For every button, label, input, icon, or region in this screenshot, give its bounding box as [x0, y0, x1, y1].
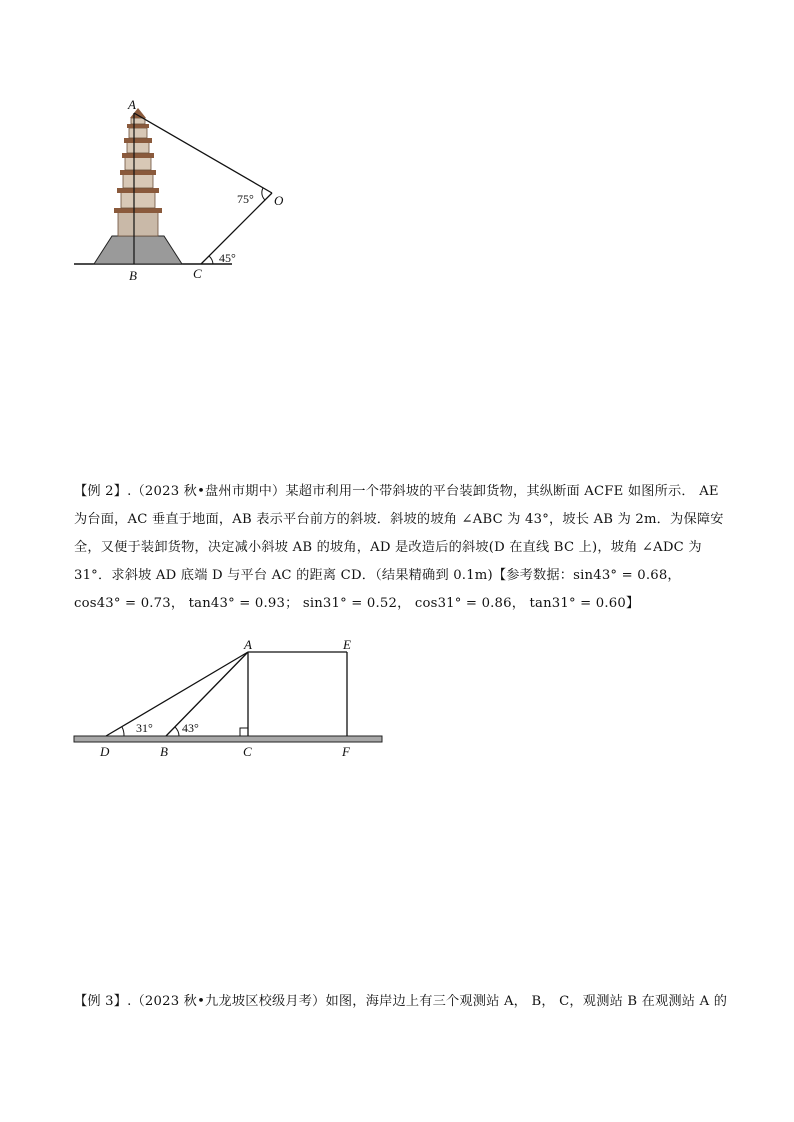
angle-d-label: 31°	[136, 721, 153, 735]
example-2-line: cos43° = 0.73， tan43° = 0.93； sin31° = 0.52， cos31° = 0.86， tan31° = 0.60】	[74, 596, 640, 611]
label-a: A	[128, 97, 136, 112]
example-2-line: 全，又便于装卸货物，决定减小斜坡 AB 的坡角，AD 是改造后的斜坡(D 在直线 BC 上)，坡角 ∠ADC 为	[74, 540, 702, 555]
slope-ad	[106, 652, 248, 736]
example-2-line: 31°．求斜坡 AD 底端 D 与平台 AC 的距离 CD．（结果精确到 0.1m)【参考数据：sin43° = 0.68，	[74, 568, 681, 583]
angle-o-label: 75°	[237, 192, 254, 206]
example-3-line: 【例 3】.（2023 秋•九龙坡区校级月考）如图，海岸边上有三个观测站 A， B， C，观测站 B 在观测站 A 的	[74, 994, 728, 1009]
label-f: F	[342, 744, 350, 759]
pagoda-icon	[114, 108, 162, 236]
ground-bar	[74, 736, 382, 742]
label-a: A	[244, 637, 252, 652]
angle-c-label: 45°	[219, 251, 236, 265]
label-b: B	[129, 268, 137, 283]
angle-b-label: 43°	[182, 721, 199, 735]
angle-arc-c	[209, 256, 213, 264]
example-2-line: 为台面，AC 垂直于地面，AB 表示平台前方的斜坡．斜坡的坡角 ∠ABC 为 43°，坡长 AB 为 2m．为保障安	[74, 512, 724, 527]
slope-ab	[166, 652, 248, 736]
label-c: C	[243, 744, 252, 759]
example-2-line: 【例 2】.（2023 秋•盘州市期中）某超市利用一个带斜坡的平台装卸货物，其纵断面 ACFE 如图所示． AE	[74, 484, 719, 499]
label-c: C	[193, 266, 202, 281]
right-angle-mark	[240, 728, 248, 736]
example-2-text	[74, 478, 724, 618]
angle-arc-o	[262, 188, 265, 200]
pagoda-figure	[60, 92, 300, 292]
angle-arc-b	[175, 727, 179, 736]
example-3-text	[74, 988, 728, 1016]
angle-arc-d	[122, 727, 124, 736]
slope-platform-figure	[60, 636, 400, 766]
label-d: D	[100, 744, 110, 759]
label-e: E	[343, 637, 351, 652]
label-b: B	[160, 744, 168, 759]
pagoda-base	[94, 236, 182, 264]
label-o: O	[274, 193, 284, 208]
segment-ao	[134, 113, 272, 193]
